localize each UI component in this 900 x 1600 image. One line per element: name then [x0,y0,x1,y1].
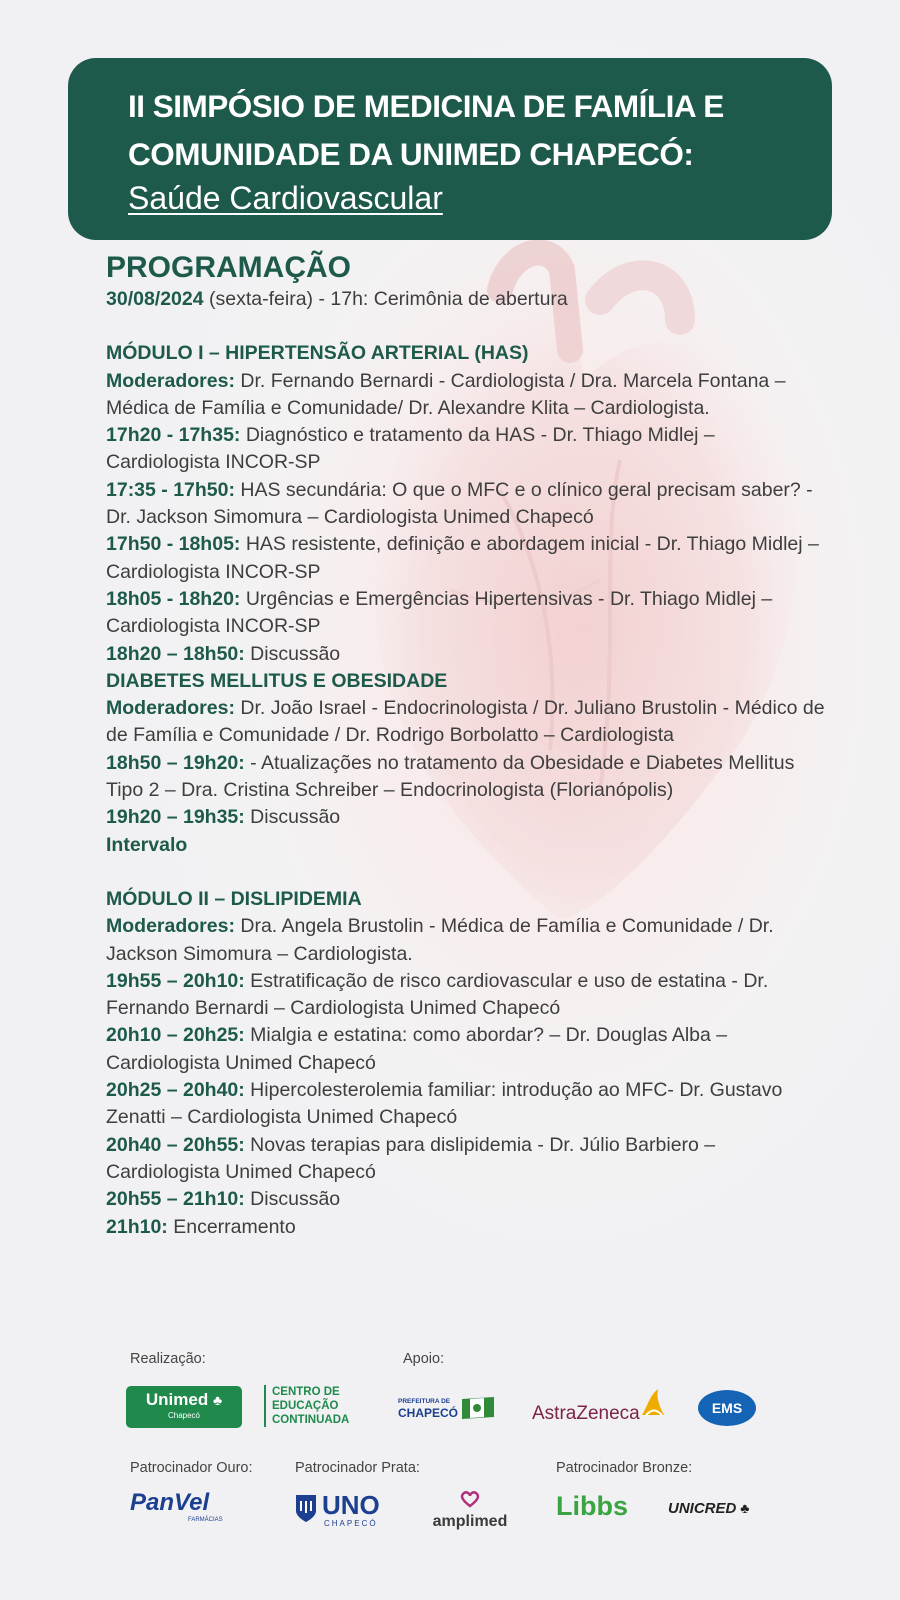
moderators-text: Dra. Angela Brustolin - Médica de Família e Comunidade / Dr. Jackson Simomura – Cardiologista. [106,915,774,965]
schedule-item [106,641,826,668]
schedule-time: 21h10: [106,1215,168,1238]
moderators-label: Moderadores: [106,915,235,938]
centro-line1: CENTRO DE [272,1386,340,1398]
schedule-time: 17h50 - 18h05: [106,533,241,556]
schedule-item [106,422,826,477]
schedule-text: Encerramento [167,1215,296,1238]
schedule-item [106,586,826,641]
schedule-item [106,477,826,532]
astrazeneca-swirl-icon [638,1385,666,1419]
unicred-symbol-icon: ♣ [736,1500,750,1516]
schedule-text: Diagnóstico e tratamento da HAS - Dr. Thiago Midlej – Cardiologista INCOR-SP [106,424,715,474]
schedule-text: Urgências e Emergências Hipertensivas - Dr. Thiago Midlej – Cardiologista INCOR-SP [106,587,773,638]
ems-logo [698,1390,756,1426]
unimed-name: Unimed [145,1390,209,1409]
ouro-label: Patrocinador Ouro: [130,1460,253,1476]
module2-schedule [106,968,826,1241]
schedule-item [106,1132,826,1187]
schedule-time: 19h20 – 19h35: [106,806,245,829]
module1-title: MÓDULO I – HIPERTENSÃO ARTERIAL (HAS) [106,342,529,365]
schedule-text: Mialgia e estatina: como abordar? – Dr. Douglas Alba – Cardiologista Unimed Chapecó [106,1024,728,1074]
schedule-text: HAS secundária: O que o MFC e o clínico geral precisam saber? - Dr. Jackson Simomura – Cardiologista Unimed Chapecó [106,478,813,529]
schedule-item [106,1022,826,1077]
opening-line [106,286,826,313]
schedule-item [106,531,826,586]
schedule-text: HAS resistente, definição e abordagem inicial - Dr. Thiago Midlej – Cardiologista INCOR-SP [106,533,819,583]
schedule-item [106,968,826,1023]
schedule-time: 19h55 – 20h10: [106,969,245,992]
schedule-time: 20h25 – 20h40: [106,1079,245,1102]
libbs-name: Libbs [556,1491,628,1521]
amplimed-logo [425,1490,515,1531]
break-label: Intervalo [106,833,188,856]
schedule-time: 18h20 – 18h50: [106,642,245,665]
schedule-time: 20h40 – 20h55: [106,1133,245,1156]
schedule-text: Estratificação de risco cardiovascular e uso de estatina - Dr. Fernando Bernardi – Cardiologista Unimed Chapecó [106,969,769,1020]
schedule-time: 20h55 – 21h10: [106,1188,245,1211]
prefeitura-city: CHAPECÓ [398,1406,459,1420]
astrazeneca-logo [532,1403,640,1425]
schedule-text: Discussão [244,806,341,829]
prefeitura-logo [398,1393,498,1425]
unicred-name: UNICRED [668,1500,737,1517]
schedule-text: - Atualizações no tratamento da Obesidade e Diabetes Mellitus Tipo 2 – Dra. Cristina Schreiber – Endocrinologista (Florianópolis) [106,751,795,802]
module2-moderators [106,913,826,968]
moderators-label: Moderadores: [106,697,235,720]
schedule-item [106,1186,826,1213]
unimed-city: Chapecó [167,1411,201,1420]
schedule-item [106,1214,826,1241]
event-subtitle: Saúde Cardiovascular [128,180,443,216]
moderators-label: Moderadores: [106,369,235,392]
schedule-time: 18h05 - 18h20: [106,587,241,610]
unimed-logo: Unimed ♣ Chapecó [126,1386,242,1428]
schedule-item [106,750,826,805]
module2-title: MÓDULO II – DISLIPIDEMIA [106,887,362,910]
diabetes-title: DIABETES MELLITUS E OBESIDADE [106,669,448,692]
prata-label: Patrocinador Prata: [295,1460,420,1476]
schedule-item [106,1077,826,1132]
program-content [106,250,826,1241]
panvel-logo [130,1490,223,1524]
schedule-text: Novas terapias para dislipidemia - Dr. Júlio Barbiero – Cardiologista Unimed Chapecó [106,1133,716,1183]
centro-educacao-logo [264,1385,349,1427]
schedule-item [106,804,826,831]
uno-name: UNO [322,1490,380,1520]
panvel-sub: FARMÁCIAS [188,1517,223,1523]
program-heading: PROGRAMAÇÃO [106,251,351,284]
schedule-text: Discussão [244,642,341,665]
module1-schedule [106,422,826,668]
moderators-text: Dr. Fernando Bernardi - Cardiologista / Dra. Marcela Fontana – Médica de Família e Comunidade/ Dr. Alexandre Klita – Cardiologista. [106,369,786,419]
ems-name: EMS [711,1400,743,1416]
moderators-text: Dr. João Israel - Endocrinologista / Dr. Juliano Brustolin - Médico de de Família e Comunidade / Dr. Rodrigo Borbolatto – Cardiologista [106,697,825,747]
schedule-time: 20h10 – 20h25: [106,1024,245,1047]
module1-moderators [106,368,826,423]
unicred-logo [668,1500,749,1517]
amplimed-heart-icon [458,1490,482,1508]
title-banner [68,58,832,240]
amplimed-name: amplimed [432,1513,508,1530]
schedule-time: 18h50 – 19h20: [106,751,245,774]
event-title-line1: II SIMPÓSIO DE MEDICINA DE FAMÍLIA E [128,88,724,124]
uno-sub: CHAPECÓ [324,1519,378,1528]
event-title-line2: COMUNIDADE DA UNIMED CHAPECÓ: [128,136,694,172]
centro-line3: CONTINUADA [272,1414,350,1426]
flag-icon [460,1395,496,1421]
centro-line2: EDUCAÇÃO [272,1400,339,1412]
astrazeneca-name: AstraZeneca [532,1403,640,1424]
schedule-text: Hipercolesterolemia familiar: introdução ao MFC- Dr. Gustavo Zenatti – Cardiologista Unimed Chapecó [106,1079,783,1129]
sponsors-section [0,1345,900,1600]
schedule-time: 17:35 - 17h50: [106,478,235,501]
schedule-time: 17h20 - 17h35: [106,424,241,447]
bronze-label: Patrocinador Bronze: [556,1460,693,1476]
opening-text: (sexta-feira) - 17h: Cerimônia de abertura [203,288,568,310]
realizacao-label: Realização: [130,1351,206,1367]
schedule-text: Discussão [244,1188,341,1211]
diabetes-moderators [106,695,826,750]
libbs-logo [556,1491,628,1521]
prefeitura-small: PREFEITURA DE [398,1398,451,1405]
uno-shield-icon [294,1493,318,1523]
event-date: 30/08/2024 [106,288,204,310]
apoio-label: Apoio: [403,1351,445,1367]
diabetes-schedule [106,750,826,832]
panvel-name: PanVel [130,1489,210,1516]
